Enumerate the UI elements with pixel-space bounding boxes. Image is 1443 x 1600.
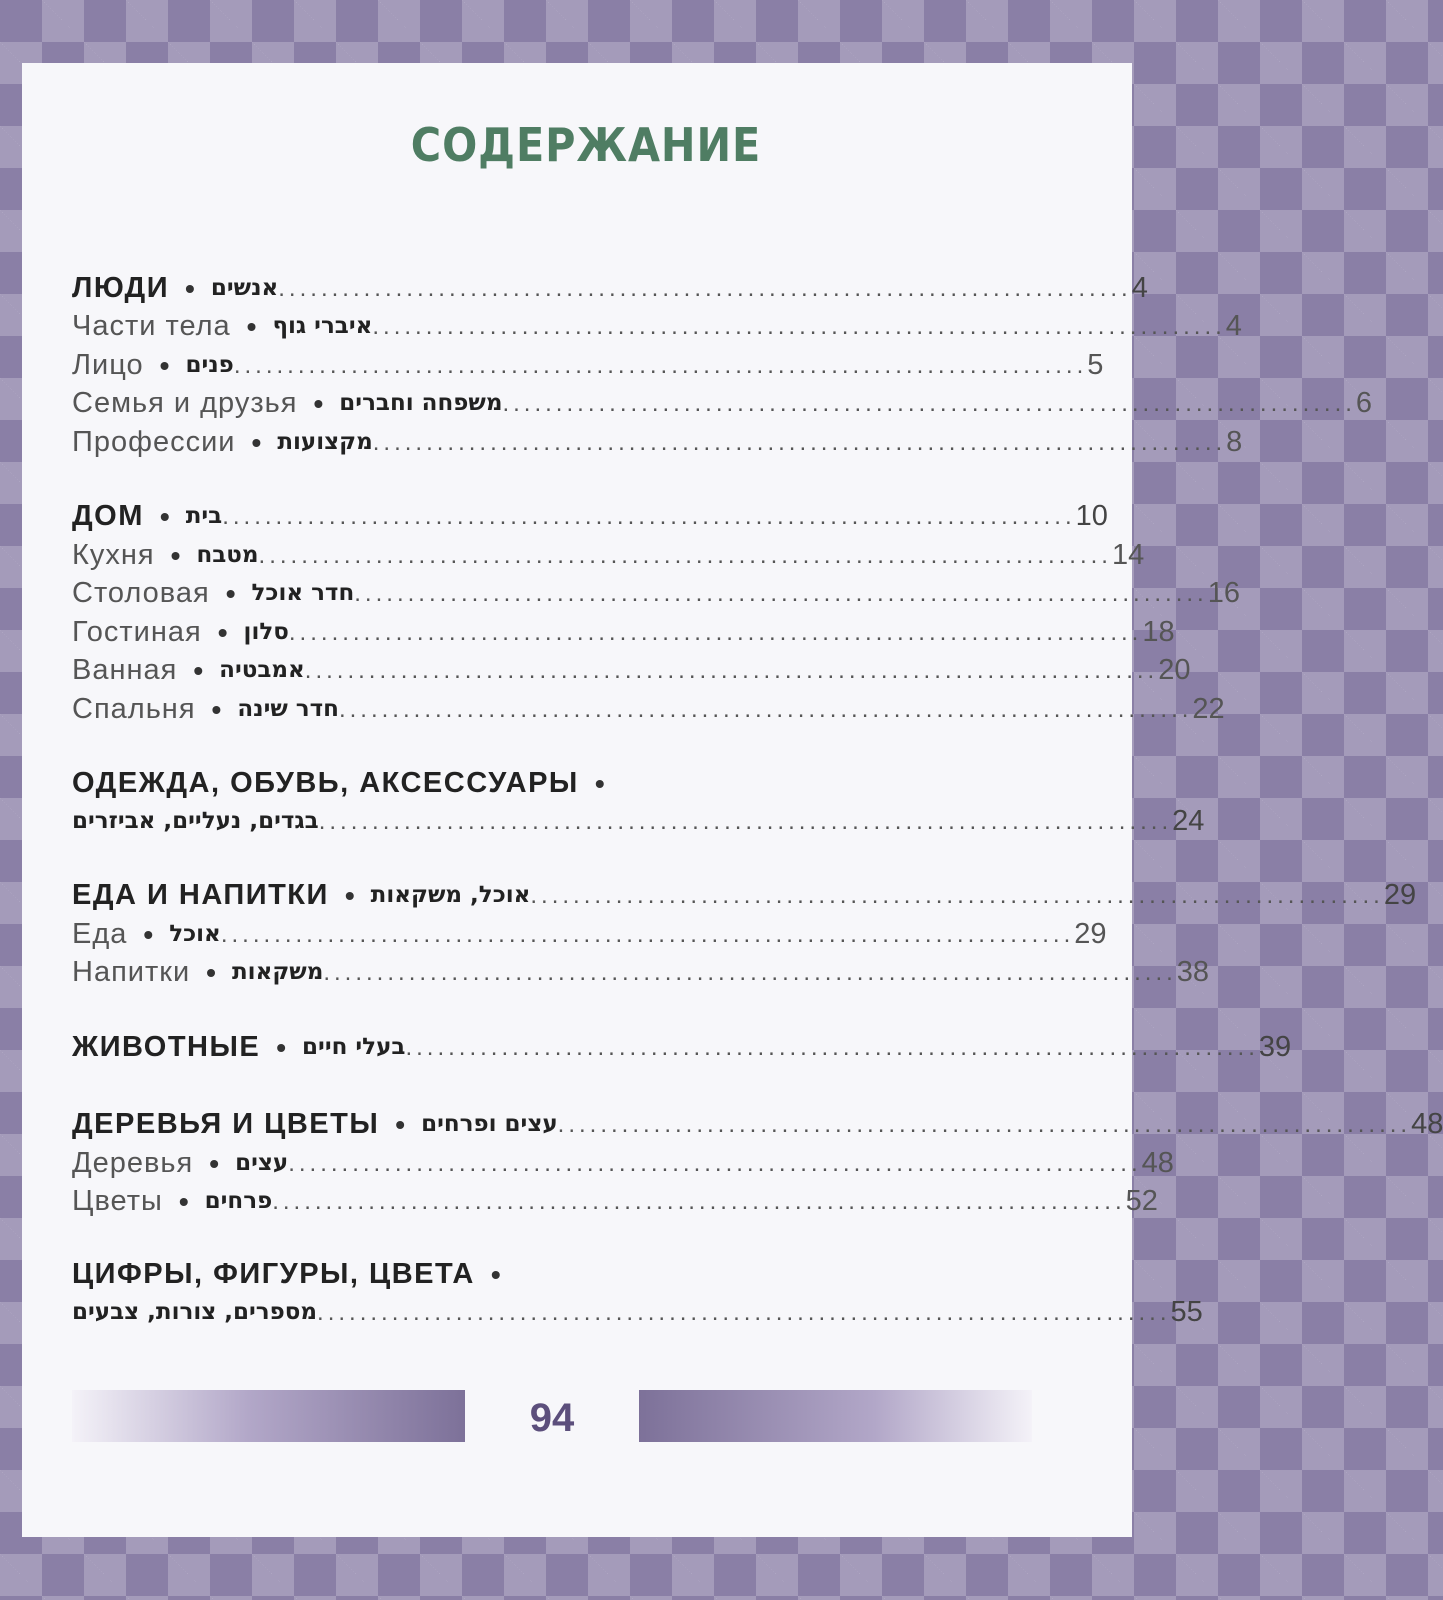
- toc-entry-ru: Кухня: [72, 539, 155, 571]
- toc-entry-ru: Гостиная: [72, 616, 202, 648]
- toc-entry-numbers[interactable]: [72, 1287, 1203, 1328]
- toc-entry-he: משקאות: [231, 959, 324, 985]
- toc-entry-page: 8: [1226, 426, 1243, 458]
- toc-entry-ru: ЛЮДИ: [72, 272, 170, 304]
- toc-entry-numbers-heading[interactable]: [72, 1249, 1032, 1289]
- dot-leader: ................................................................................: [372, 429, 1227, 456]
- toc-entry-ru: Лицо: [72, 349, 144, 381]
- toc-entry-he: אמבטיה: [219, 657, 305, 683]
- toc-entry-trees[interactable]: [72, 1138, 1174, 1179]
- dot-leader: ................................................................................: [288, 619, 1143, 646]
- dot-leader: ................................................................................: [272, 1188, 1126, 1215]
- toc-entry-page: 52: [1125, 1185, 1158, 1217]
- toc-entry-family[interactable]: [72, 378, 1373, 419]
- bullet-separator: •: [344, 880, 355, 911]
- toc-entry-ru: Столовая: [72, 577, 210, 609]
- toc-entry-he: אנשים: [210, 275, 279, 301]
- toc-entry-food-drinks[interactable]: [72, 870, 1417, 911]
- toc-entry-ru: Семья и друзья: [72, 387, 298, 419]
- toc-entry-kitchen[interactable]: [72, 530, 1145, 571]
- toc-entry-ru: ЦИФРЫ, ФИГУРЫ, ЦВЕТА: [72, 1258, 475, 1290]
- toc-entry-animals[interactable]: [72, 1022, 1292, 1063]
- toc-entry-he: מספרים, צורות, צבעים: [72, 1299, 318, 1325]
- toc-entry-he: בית: [185, 503, 223, 529]
- toc-entry-he: משפחה וחברים: [339, 390, 503, 416]
- bullet-separator: •: [209, 1148, 220, 1179]
- toc-entry-people[interactable]: [72, 263, 1148, 304]
- toc-entry-home[interactable]: [72, 491, 1108, 532]
- dot-leader: ................................................................................: [304, 657, 1159, 684]
- bullet-separator: •: [276, 1032, 287, 1063]
- dot-leader: ................................................................................: [258, 542, 1112, 569]
- toc-entry-clothing[interactable]: [72, 796, 1205, 837]
- toc-entry-he: מטבח: [196, 542, 259, 568]
- toc-entry-page: 6: [1355, 387, 1373, 419]
- toc-entry-ru: ЖИВОТНЫЕ: [72, 1031, 261, 1063]
- toc-entry-he: עצים: [235, 1150, 289, 1176]
- toc-entry-ru: Части тела: [72, 310, 231, 342]
- bullet-separator: •: [143, 919, 154, 950]
- toc-entry-page: 18: [1142, 616, 1175, 648]
- toc-entry-professions[interactable]: [72, 417, 1243, 458]
- dot-leader: ................................................................................: [220, 921, 1075, 948]
- toc-entry-he: סלון: [243, 619, 289, 645]
- dot-leader: ................................................................................: [354, 580, 1208, 607]
- dot-leader: ................................................................................: [317, 1299, 1171, 1326]
- toc-entry-ru: Цветы: [72, 1185, 163, 1217]
- dot-leader: ................................................................................: [338, 696, 1193, 723]
- dot-leader: ................................................................................: [288, 1150, 1142, 1177]
- toc-entry-he: חדר אוכל: [251, 580, 355, 606]
- toc-entry-he: חדר שינה: [237, 696, 339, 722]
- bullet-separator: •: [178, 1186, 189, 1217]
- toc-entry-page: 14: [1111, 539, 1145, 571]
- page-title: СОДЕРЖАНИЕ: [410, 118, 762, 172]
- toc-entry-he: מקצועות: [277, 429, 373, 455]
- toc-entry-page: 10: [1075, 500, 1108, 532]
- toc-entry-page: 48: [1141, 1147, 1174, 1179]
- bullet-separator: •: [246, 311, 257, 342]
- bullet-separator: •: [395, 1109, 406, 1140]
- toc-entry-page: 29: [1383, 879, 1417, 911]
- toc-page: [22, 63, 1443, 1537]
- page-number: 94: [529, 1396, 575, 1440]
- toc-entry-page: 24: [1172, 805, 1205, 837]
- bullet-separator: •: [594, 768, 605, 799]
- toc-entry-bathroom[interactable]: [72, 645, 1191, 686]
- dot-leader: ................................................................................: [323, 959, 1177, 986]
- bullet-separator: •: [251, 427, 262, 458]
- bullet-separator: •: [211, 694, 222, 725]
- toc-entry-ru: Ванная: [72, 654, 178, 686]
- dot-leader: ................................................................................: [318, 808, 1173, 835]
- bullet-separator: •: [185, 273, 195, 304]
- toc-entry-page: 20: [1158, 654, 1191, 686]
- toc-entry-he: פנים: [185, 352, 234, 378]
- toc-entry-he: אוכל, משקאות: [370, 882, 531, 908]
- dot-leader: ................................................................................: [557, 1111, 1412, 1138]
- toc-entry-clothing-heading[interactable]: [72, 758, 1032, 798]
- toc-entry-dining-room[interactable]: [72, 568, 1240, 609]
- toc-entry-page: 16: [1207, 577, 1240, 609]
- dot-leader: ................................................................................: [278, 275, 1132, 302]
- toc-entry-page: 55: [1170, 1296, 1203, 1328]
- toc-entry-page: 48: [1411, 1108, 1443, 1140]
- toc-entry-ru: Деревья: [72, 1147, 194, 1179]
- toc-entry-living-room[interactable]: [72, 607, 1175, 648]
- dot-leader: ................................................................................: [530, 882, 1384, 909]
- bullet-separator: •: [225, 578, 236, 609]
- bullet-separator: •: [159, 350, 170, 381]
- toc-entry-he: אוכל: [169, 921, 221, 947]
- toc-entry-he: בעלי חיים: [302, 1034, 406, 1060]
- toc-entry-ru: ЕДА И НАПИТКИ: [72, 879, 329, 911]
- toc-entry-ru: Профессии: [72, 426, 236, 458]
- dot-leader: ................................................................................: [372, 313, 1226, 340]
- toc-entry-bedroom[interactable]: [72, 684, 1225, 725]
- toc-entry-page: 5: [1087, 349, 1104, 381]
- bullet-separator: •: [217, 617, 228, 648]
- toc-entry-trees-flowers[interactable]: [72, 1099, 1443, 1140]
- toc-entry-ru: ОДЕЖДА, ОБУВЬ, АКСЕССУАРЫ: [72, 767, 579, 799]
- bullet-separator: •: [206, 957, 216, 988]
- toc-entry-page: 4: [1131, 272, 1148, 304]
- dot-leader: ................................................................................: [222, 503, 1076, 530]
- toc-entry-ru: Спальня: [72, 693, 196, 725]
- toc-entry-drinks[interactable]: [72, 947, 1210, 988]
- bullet-separator: •: [313, 388, 324, 419]
- toc-entry-he: עצים ופרחים: [421, 1111, 558, 1137]
- toc-entry-ru: Еда: [72, 918, 128, 950]
- dot-leader: ................................................................................: [233, 352, 1088, 379]
- toc-entry-page: 39: [1258, 1031, 1292, 1063]
- toc-entry-page: 38: [1176, 956, 1210, 988]
- toc-entry-flowers[interactable]: [72, 1176, 1158, 1217]
- toc-entry-he: איברי גוף: [272, 313, 373, 339]
- toc-entry-page: 4: [1225, 310, 1242, 342]
- toc-entry-ru: ДОМ: [72, 500, 144, 532]
- footer-bar-right: [639, 1390, 1032, 1442]
- toc-entry-face[interactable]: [72, 340, 1104, 381]
- dot-leader: ................................................................................: [502, 390, 1356, 417]
- toc-entry-ru: ДЕРЕВЬЯ И ЦВЕТЫ: [72, 1108, 380, 1140]
- toc-entry-ru: Напитки: [72, 956, 191, 988]
- dot-leader: ................................................................................: [405, 1034, 1259, 1061]
- toc-entry-body-parts[interactable]: [72, 301, 1242, 342]
- toc-entry-food[interactable]: [72, 909, 1107, 950]
- bullet-separator: •: [193, 655, 204, 686]
- bullet-separator: •: [490, 1259, 501, 1290]
- footer-bar-left: [72, 1390, 465, 1442]
- bullet-separator: •: [170, 540, 181, 571]
- toc-entry-he: בגדים, נעליים, אביזרים: [72, 808, 319, 834]
- toc-entry-page: 29: [1074, 918, 1107, 950]
- page-footer: [72, 1390, 1032, 1444]
- toc-entry-he: פרחים: [204, 1188, 273, 1214]
- toc-entry-page: 22: [1192, 693, 1225, 725]
- bullet-separator: •: [159, 501, 170, 532]
